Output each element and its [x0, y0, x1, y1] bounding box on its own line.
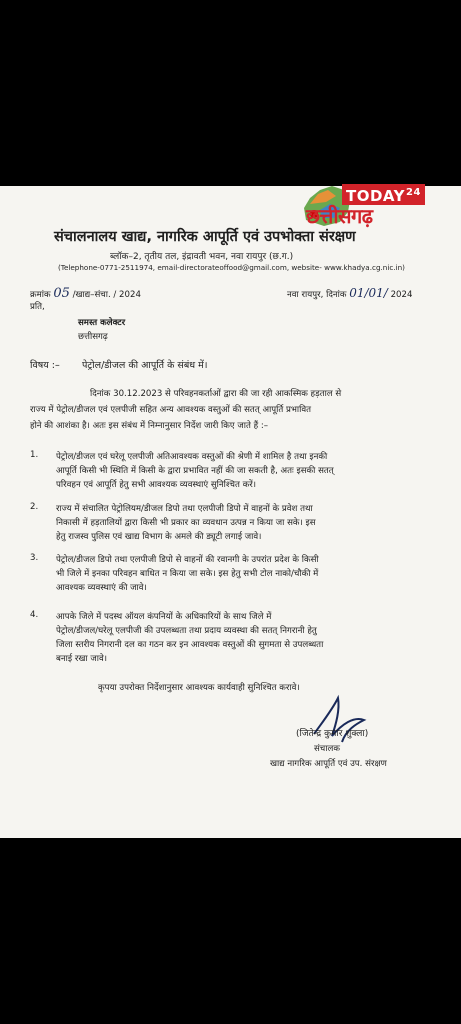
point-line: निकासी में हड़तालियों द्वारा किसी भी प्रकार का व्यवधान उत्पन्न न किया जा सके। इस [56, 518, 316, 528]
intro-line: दिनांक 30.12.2023 से परिवहनकर्ताओं द्वारा की जा रही आकस्मिक हड़ताल से [90, 389, 342, 399]
point-number: 1. [30, 450, 39, 460]
point-line: आवश्यक व्यवस्थाएं की जावे। [56, 583, 147, 593]
intro-line: राज्य में पेट्रोल/डीजल एवं एलपीजी सहित अन्य आवश्यक वस्तुओं की सतत् आपूर्ति प्रभावित [30, 405, 312, 415]
point-line: भी जिले में इनका परिवहन बाधित न किया जा सके। इस हेतु सभी टोल नाको/चौकी में [56, 569, 319, 579]
today24-chhattisgarh-logo [300, 178, 458, 232]
point-line: राज्य में संचालित पेट्रोलियम/डीजल डिपो तथा एलपीजी डिपो में वाहनों के प्रवेश तथा [56, 504, 313, 514]
handwritten-signature [306, 690, 376, 750]
signatory-title: संचालक [314, 744, 340, 754]
point-line: पेट्रोल/डीजल/घरेलू एलपीजी की उपलब्धता तथा प्रदाय व्यवस्था की सतत् निगरानी हेतु [56, 626, 317, 636]
point-number: 2. [30, 502, 39, 512]
to-label: प्रति, [30, 302, 45, 312]
department-title: संचालनालय खाद्य, नागरिक आपूर्ति एवं उपभोक्ता संरक्षण [54, 229, 356, 245]
logo-name: छत्तीसगढ़ [306, 204, 373, 228]
point-line: पेट्रोल/डीजल डिपो तथा एलपीजी डिपो से वाहनों की रवानगी के उपरांत प्रदेश के किसी [56, 555, 319, 565]
signatory-department: खाद्य नागरिक आपूर्ति एवं उप. संरक्षण [270, 759, 387, 769]
intro-line: होने की आशंका है। अतः इस संबंध में निम्नानुसार निर्देश जारी किए जाते हैं :– [30, 421, 269, 431]
point-number: 4. [30, 610, 39, 620]
point-line: आपके जिले में पदस्थ ऑयल कंपनियों के अधिकारियों के साथ जिले में [56, 612, 272, 622]
department-contact: (Telephone-0771-2511974, email-directorateoffood@gmail.com, website- www.khadya.cg.nic.in) [58, 263, 405, 272]
point-line: आपूर्ति किसी भी स्थिति में किसी के द्वारा प्रभावित नहीं की जा सकती है, अतः इसकी सतत् [56, 466, 334, 476]
point-line: हेतु राजस्व पुलिस एवं खाद्य विभाग के अमले की ड्यूटी लगाई जावे। [56, 532, 262, 542]
place-date: नवा रायपुर, दिनांक 01/01/ 2024 [287, 286, 413, 300]
department-address: ब्लॉक–2, तृतीय तल, इंद्रावती भवन, नवा रायपुर (छ.ग.) [110, 252, 294, 262]
point-line: बनाई रखा जावे। [56, 654, 107, 664]
signatory-name: (जितेन्द्र कुमार शुक्ला) [296, 729, 369, 739]
point-line: जिला स्तरीय निगरानी दल का गठन कर इन आवश्यक वस्तुओं की सुगमता से उपलब्धता [56, 640, 324, 650]
reference-number: क्रमांक 05 /खाद्य–संचा. / 2024 [30, 286, 141, 301]
closing-line: कृपया उपरोक्त निर्देशानुसार आवश्यक कार्यवाही सुनिश्चित करावे। [98, 683, 300, 693]
point-number: 3. [30, 553, 39, 563]
recipient-line1: समस्त कलेक्टर [78, 318, 126, 328]
subject-label: विषय :– [30, 360, 60, 371]
point-line: पेट्रोल/डीजल एवं घरेलू एलपीजी अतिआवश्यक वस्तुओं की श्रेणी में शामिल है तथा इनकी [56, 452, 328, 462]
point-line: परिवहन एवं आपूर्ति हेतु सभी आवश्यक व्यवस्थाएं सुनिश्चित करें। [56, 480, 256, 490]
logo-badge: TODAY$^{24}$ [342, 184, 425, 205]
subject-text: पेट्रोल/डीजल की आपूर्ति के संबंध में। [82, 360, 208, 371]
recipient-line2: छत्तीसगढ़ [78, 332, 108, 342]
